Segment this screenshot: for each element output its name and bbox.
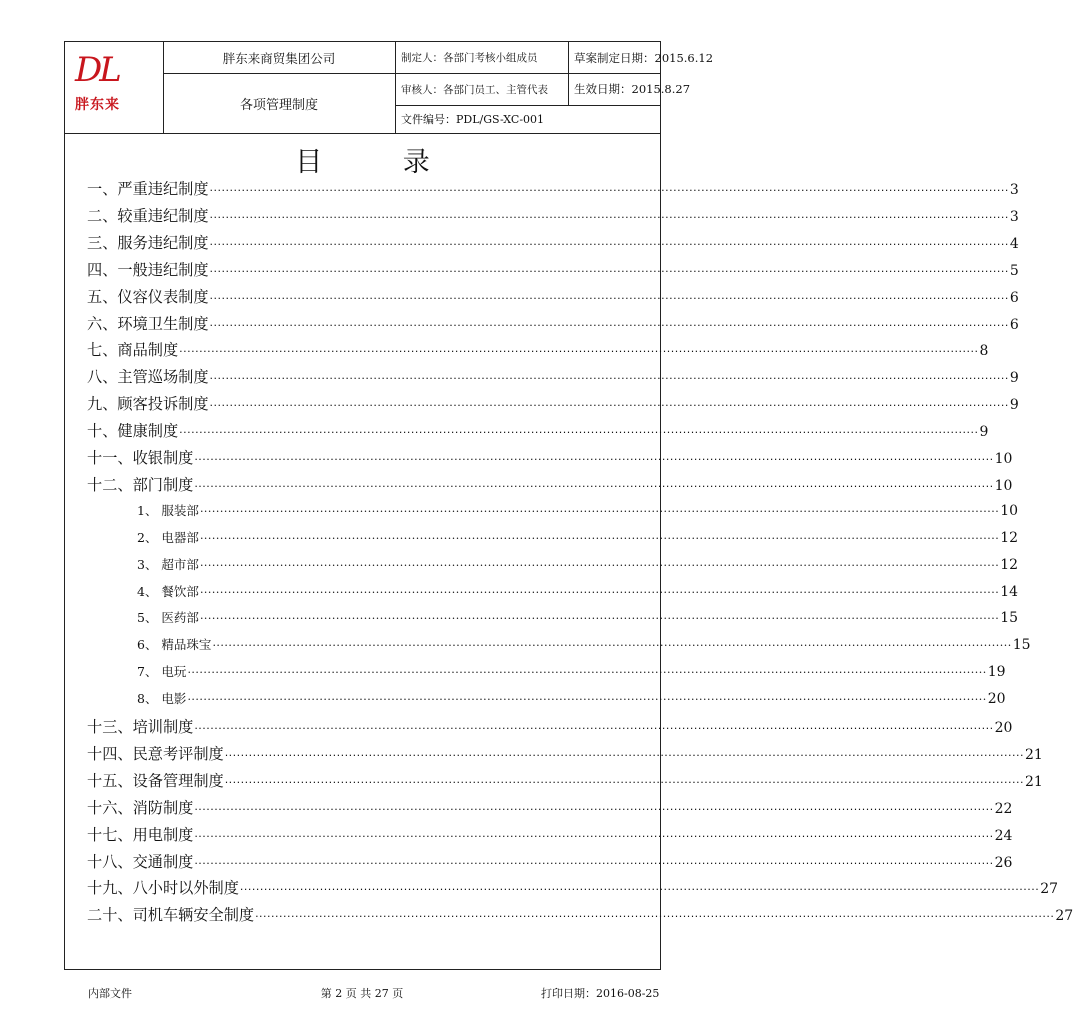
toc-entry <box>87 393 1019 420</box>
toc-entry-label: 五、仪容仪表制度 <box>87 287 209 306</box>
toc-entry <box>87 797 1013 824</box>
toc-leader-dots: ········································································································································································································ <box>212 639 1012 653</box>
toc-entry-label: 六、环境卫生制度 <box>87 314 209 333</box>
toc-entry-page: 15 <box>1000 610 1019 627</box>
toc-leader-dots: ········································································································································································································ <box>194 856 994 870</box>
toc-entry <box>137 689 1006 716</box>
toc-leader-dots: ········································································································································································································ <box>209 318 1009 332</box>
toc-entry <box>87 447 1013 474</box>
toc-entry-page: 10 <box>994 451 1013 467</box>
toc-entry-page: 3 <box>1009 182 1019 198</box>
toc-leader-dots: ········································································································································································································ <box>255 910 1055 924</box>
toc-entry-label: 5、 医药部 <box>137 610 199 626</box>
toc-entry-page: 3 <box>1009 208 1019 225</box>
toc-leader-dots: ········································································································································································································ <box>194 453 994 466</box>
toc-entry-page: 12 <box>1000 529 1019 546</box>
toc-entry-page: 6 <box>1009 316 1019 333</box>
logo-name: 胖东来 <box>75 97 120 113</box>
toc-entry-label: 3、 超市部 <box>137 556 199 572</box>
toc-entry <box>87 824 1013 851</box>
toc-entry-label: 十一、收银制度 <box>87 449 194 467</box>
toc-leader-dots: ········································································································································································································ <box>179 426 979 440</box>
toc-leader-dots: ········································································································································································································ <box>194 802 994 816</box>
draft-date-field: 草案制定日期：2015.6.12 <box>574 50 714 65</box>
reviewer-field: 审核人：各部门员工、主管代表 <box>401 83 548 96</box>
footer-page-number: 第 2 页 共 27 页 <box>320 987 404 1000</box>
toc-entry-label: 十九、八小时以外制度 <box>87 879 239 898</box>
toc-entry-page: 24 <box>994 827 1013 844</box>
toc-entry-page: 9 <box>979 424 989 441</box>
toc-leader-dots: ········································································································································································································ <box>224 775 1025 789</box>
document-frame <box>64 41 1073 970</box>
toc-entry-label: 一、严重违纪制度 <box>87 180 209 198</box>
toc-entry-page: 27 <box>1055 908 1073 925</box>
toc-leader-dots: ········································································································································································································ <box>199 585 1000 599</box>
toc-entry-page: 15 <box>1012 637 1031 654</box>
toc-leader-dots: ········································································································································································································ <box>194 722 994 735</box>
toc-entry-page: 20 <box>994 720 1013 736</box>
toc-entry-label: 二、较重违纪制度 <box>87 206 209 225</box>
toc-entry-label: 三、服务违纪制度 <box>87 233 209 252</box>
toc-entry <box>87 770 1043 797</box>
toc-leader-dots: ········································································································································································································ <box>194 479 994 493</box>
toc-leader-dots: ········································································································································································································ <box>194 829 994 843</box>
toc-leader-dots: ········································································································································································································ <box>179 345 979 359</box>
footer-internal-label: 内部文件 <box>88 987 132 1000</box>
file-number-field: 文件编号：PDL/GS-XC-001 <box>401 113 545 126</box>
toc-entry <box>137 662 1006 689</box>
toc-entry-page: 19 <box>987 664 1006 681</box>
toc-leader-dots: ········································································································································································································ <box>187 666 987 680</box>
toc-leader-dots: ········································································································································································································ <box>239 883 1040 897</box>
toc-leader-dots: ········································································································································································································ <box>199 612 1000 626</box>
toc-entry-page: 10 <box>1000 502 1019 519</box>
toc-entry <box>87 339 989 366</box>
toc-entry <box>87 232 1019 259</box>
toc-entry-label: 十七、用电制度 <box>87 825 194 844</box>
document-title: 各项管理制度 <box>239 97 318 113</box>
toc-entry-label: 九、顾客投诉制度 <box>87 395 209 414</box>
toc-entry <box>87 286 1019 313</box>
toc-entry-label: 四、一般违纪制度 <box>87 260 209 279</box>
toc-entry <box>137 501 1019 528</box>
toc-entry-label: 十八、交通制度 <box>87 852 194 871</box>
toc-entry <box>87 743 1043 770</box>
toc-entry-page: 20 <box>987 691 1006 708</box>
toc-leader-dots: ········································································································································································································ <box>199 558 1000 572</box>
toc-leader-dots: ········································································································································································································ <box>209 184 1009 197</box>
toc-entry-page: 10 <box>994 477 1013 494</box>
drafter-field: 制定人：各部门考核小组成员 <box>401 52 538 64</box>
toc-entry <box>87 474 1013 501</box>
toc-entry-label: 十二、部门制度 <box>87 475 194 494</box>
toc-entry-label: 七、商品制度 <box>87 341 179 360</box>
footer-print-date: 打印日期：2016-08-25 <box>541 987 660 1000</box>
toc-entry-page: 21 <box>1025 773 1043 790</box>
toc-entry-label: 7、 电玩 <box>137 664 187 680</box>
toc-entry-page: 12 <box>1000 556 1019 573</box>
toc-entry <box>87 904 1073 931</box>
toc-entry-page: 21 <box>1025 746 1043 763</box>
toc-leader-dots: ········································································································································································································ <box>199 531 1000 545</box>
toc-entry-label: 十三、培训制度 <box>87 718 194 736</box>
toc-entry <box>87 178 1019 205</box>
toc-entry-label: 二十、司机车辆安全制度 <box>87 906 255 925</box>
toc-entry-label: 6、 精品珠宝 <box>137 637 212 653</box>
toc-leader-dots: ········································································································································································································ <box>209 399 1009 413</box>
toc-entry-page: 8 <box>979 343 989 360</box>
toc-entry-label: 八、主管巡场制度 <box>87 368 209 387</box>
company-name: 胖东来商贸集团公司 <box>222 50 336 66</box>
logo-mark: DL <box>75 50 119 90</box>
toc-entry-page: 6 <box>1009 289 1019 306</box>
toc-entry-page: 27 <box>1040 881 1059 898</box>
toc-entry <box>137 528 1019 555</box>
document-header-table <box>65 42 714 134</box>
toc-entry <box>137 608 1019 635</box>
toc-entry-page: 9 <box>1009 370 1019 387</box>
effective-date-field: 生效日期：2015.8.27 <box>574 82 691 96</box>
toc-entry-label: 十、健康制度 <box>87 422 179 441</box>
toc-leader-dots: ········································································································································································································ <box>199 504 1000 518</box>
toc-entry-page: 14 <box>1000 583 1019 600</box>
toc-title: 目 录 <box>295 147 466 178</box>
toc-entry-label: 8、 电影 <box>137 691 187 707</box>
company-logo <box>65 42 163 134</box>
toc-entry <box>87 420 989 447</box>
toc-entry-page: 9 <box>1009 397 1019 414</box>
toc-entry-page: 22 <box>994 800 1013 817</box>
toc-entry <box>87 851 1013 878</box>
toc-leader-dots: ········································································································································································································ <box>224 748 1025 762</box>
toc-leader-dots: ········································································································································································································ <box>209 291 1009 305</box>
toc-entry <box>87 366 1019 393</box>
toc-entry-label: 十五、设备管理制度 <box>87 771 224 790</box>
toc-entry <box>87 313 1019 340</box>
toc-entry <box>87 205 1019 232</box>
toc-entry-page: 26 <box>994 854 1013 871</box>
toc-entry-label: 十四、民意考评制度 <box>87 744 224 763</box>
toc-leader-dots: ········································································································································································································ <box>209 237 1009 251</box>
toc-leader-dots: ········································································································································································································ <box>209 372 1009 386</box>
toc-leader-dots: ········································································································································································································ <box>209 264 1009 278</box>
toc-entry-page: 5 <box>1009 262 1019 279</box>
toc-entry <box>137 635 1031 662</box>
toc-entry <box>87 259 1019 286</box>
toc-entry <box>137 582 1019 609</box>
toc-entry-label: 2、 电器部 <box>137 529 199 545</box>
toc-entry-label: 十六、消防制度 <box>87 798 194 817</box>
toc-entry <box>87 716 1013 743</box>
toc-entry <box>87 877 1059 904</box>
toc-entry-label: 1、 服装部 <box>137 502 199 518</box>
toc-leader-dots: ········································································································································································································ <box>209 210 1009 224</box>
toc-entry <box>137 555 1019 582</box>
toc-entry-label: 4、 餐饮部 <box>137 583 199 599</box>
toc-entry-page: 4 <box>1009 235 1019 252</box>
toc-leader-dots: ········································································································································································································ <box>187 693 987 707</box>
